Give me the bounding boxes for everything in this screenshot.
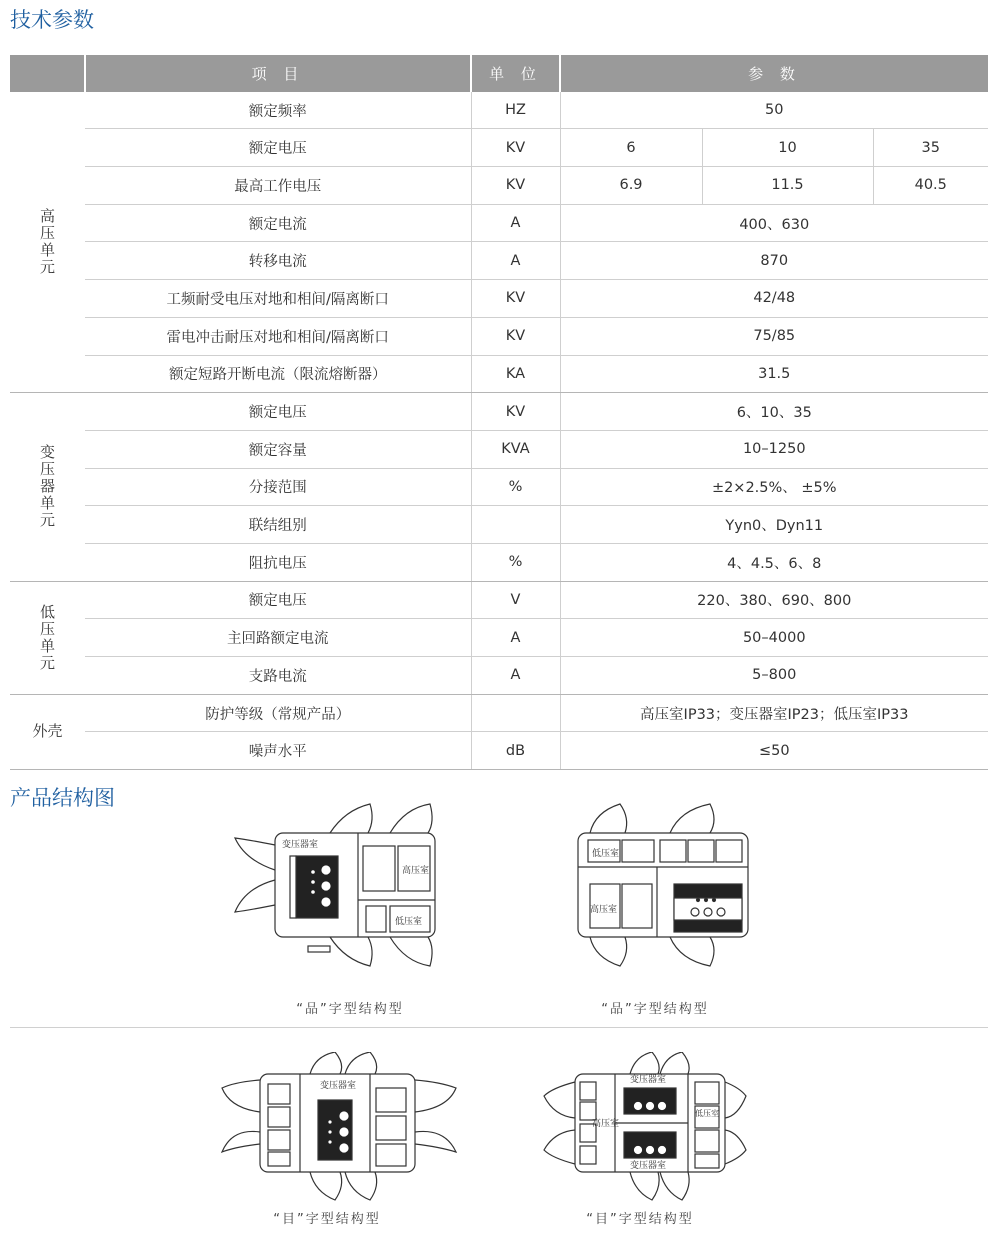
row-item: 噪声水平 [85, 732, 471, 770]
diagram-1-caption: “品”字型结构型 [296, 1002, 404, 1017]
group-hv: 高压单元 [10, 92, 85, 393]
row-unit: % [471, 468, 560, 506]
row-unit [471, 694, 560, 732]
group-lv: 低压单元 [10, 581, 85, 694]
table-row [10, 167, 988, 205]
row-value-1: 6 [560, 129, 702, 167]
row-unit: KA [471, 355, 560, 393]
row-value: Yyn0、Dyn11 [560, 506, 988, 544]
row-value: 50–4000 [560, 619, 988, 657]
row-value: 42/48 [560, 280, 988, 318]
d3-label-transformer: 变压器室 [320, 1081, 357, 1091]
row-value: 870 [560, 242, 988, 280]
row-unit: HZ [471, 92, 560, 129]
row-unit: KV [471, 167, 560, 205]
table-row [10, 543, 988, 581]
row-item: 分接范围 [85, 468, 471, 506]
row-unit: V [471, 581, 560, 619]
row-unit: KV [471, 317, 560, 355]
table-header-row [10, 55, 988, 92]
d4-label-transformer-top: 变压器室 [630, 1075, 667, 1085]
table-row [10, 694, 988, 732]
row-value-1: 6.9 [560, 167, 702, 205]
group-transformer: 变压器单元 [10, 393, 85, 581]
table-row [10, 92, 988, 129]
row-unit: KV [471, 280, 560, 318]
d4-label-hv: 高压室 [592, 1119, 620, 1129]
row-item: 额定电压 [85, 581, 471, 619]
table-row [10, 468, 988, 506]
d1-label-lv: 低压室 [395, 917, 423, 927]
spec-table [10, 55, 988, 770]
group-shell: 外壳 [10, 694, 85, 769]
row-item: 额定短路开断电流（限流熔断器） [85, 355, 471, 393]
d4-label-transformer-bottom: 变压器室 [630, 1161, 667, 1171]
row-item: 联结组别 [85, 506, 471, 544]
row-item: 转移电流 [85, 242, 471, 280]
table-row [10, 430, 988, 468]
row-unit: KVA [471, 430, 560, 468]
table-row [10, 317, 988, 355]
row-unit: KV [471, 393, 560, 431]
row-item: 额定频率 [85, 92, 471, 129]
diagram-pin-type-2 [570, 800, 755, 970]
row-item: 最高工作电压 [85, 167, 471, 205]
row-item: 防护等级（常规产品） [85, 694, 471, 732]
row-value: 31.5 [560, 355, 988, 393]
table-row [10, 393, 988, 431]
row-item: 主回路额定电流 [85, 619, 471, 657]
table-row [10, 581, 988, 619]
diagram-pin-type-1 [230, 800, 450, 970]
table-row [10, 280, 988, 318]
table-row [10, 657, 988, 695]
d2-label-lv: 低压室 [592, 849, 620, 859]
row-item: 雷电冲击耐压对地和相间/隔离断口 [85, 317, 471, 355]
header-param: 参 数 [560, 55, 988, 92]
row-value: 75/85 [560, 317, 988, 355]
row-unit: dB [471, 732, 560, 770]
diagram-4-caption: “目”字型结构型 [586, 1212, 694, 1227]
row-unit [471, 506, 560, 544]
section-divider [10, 1027, 988, 1028]
row-item: 额定电压 [85, 129, 471, 167]
row-value: 6、10、35 [560, 393, 988, 431]
d4-label-lv: 低压室 [695, 1109, 719, 1118]
row-item: 工频耐受电压对地和相间/隔离断口 [85, 280, 471, 318]
diagram-mu-type-2 [540, 1052, 750, 1202]
row-value: 50 [560, 92, 988, 129]
row-value: 5–800 [560, 657, 988, 695]
row-value: 10–1250 [560, 430, 988, 468]
row-value-2: 11.5 [702, 167, 873, 205]
row-value: 220、380、690、800 [560, 581, 988, 619]
diagram-3-caption: “目”字型结构型 [273, 1212, 381, 1227]
row-value: 高压室IP33；变压器室IP23；低压室IP33 [560, 694, 988, 732]
diagram-mu-type-1 [220, 1052, 460, 1202]
table-row [10, 619, 988, 657]
row-item: 额定容量 [85, 430, 471, 468]
row-item: 额定电流 [85, 204, 471, 242]
row-value: 4、4.5、6、8 [560, 543, 988, 581]
header-group [10, 55, 85, 92]
d1-label-transformer: 变压器室 [282, 840, 319, 850]
table-row [10, 355, 988, 393]
table-row [10, 732, 988, 770]
header-item: 项 目 [85, 55, 471, 92]
row-unit: A [471, 242, 560, 280]
row-item: 阻抗电压 [85, 543, 471, 581]
row-unit: KV [471, 129, 560, 167]
row-item: 支路电流 [85, 657, 471, 695]
row-unit: A [471, 657, 560, 695]
row-unit: A [471, 204, 560, 242]
row-unit: A [471, 619, 560, 657]
header-unit: 单 位 [471, 55, 560, 92]
row-unit: % [471, 543, 560, 581]
table-row [10, 204, 988, 242]
row-item: 额定电压 [85, 393, 471, 431]
d1-label-hv: 高压室 [402, 866, 430, 876]
table-row [10, 506, 988, 544]
section-title-specs: 技术参数 [10, 8, 94, 32]
diagram-2-caption: “品”字型结构型 [601, 1002, 709, 1017]
row-value: 400、630 [560, 204, 988, 242]
table-row [10, 129, 988, 167]
section-title-structure: 产品结构图 [10, 786, 115, 810]
row-value: ≤50 [560, 732, 988, 770]
row-value: ±2×2.5%、 ±5% [560, 468, 988, 506]
row-value-3: 40.5 [873, 167, 988, 205]
row-value-3: 35 [873, 129, 988, 167]
row-value-2: 10 [702, 129, 873, 167]
d2-label-hv: 高压室 [590, 905, 618, 915]
table-row [10, 242, 988, 280]
